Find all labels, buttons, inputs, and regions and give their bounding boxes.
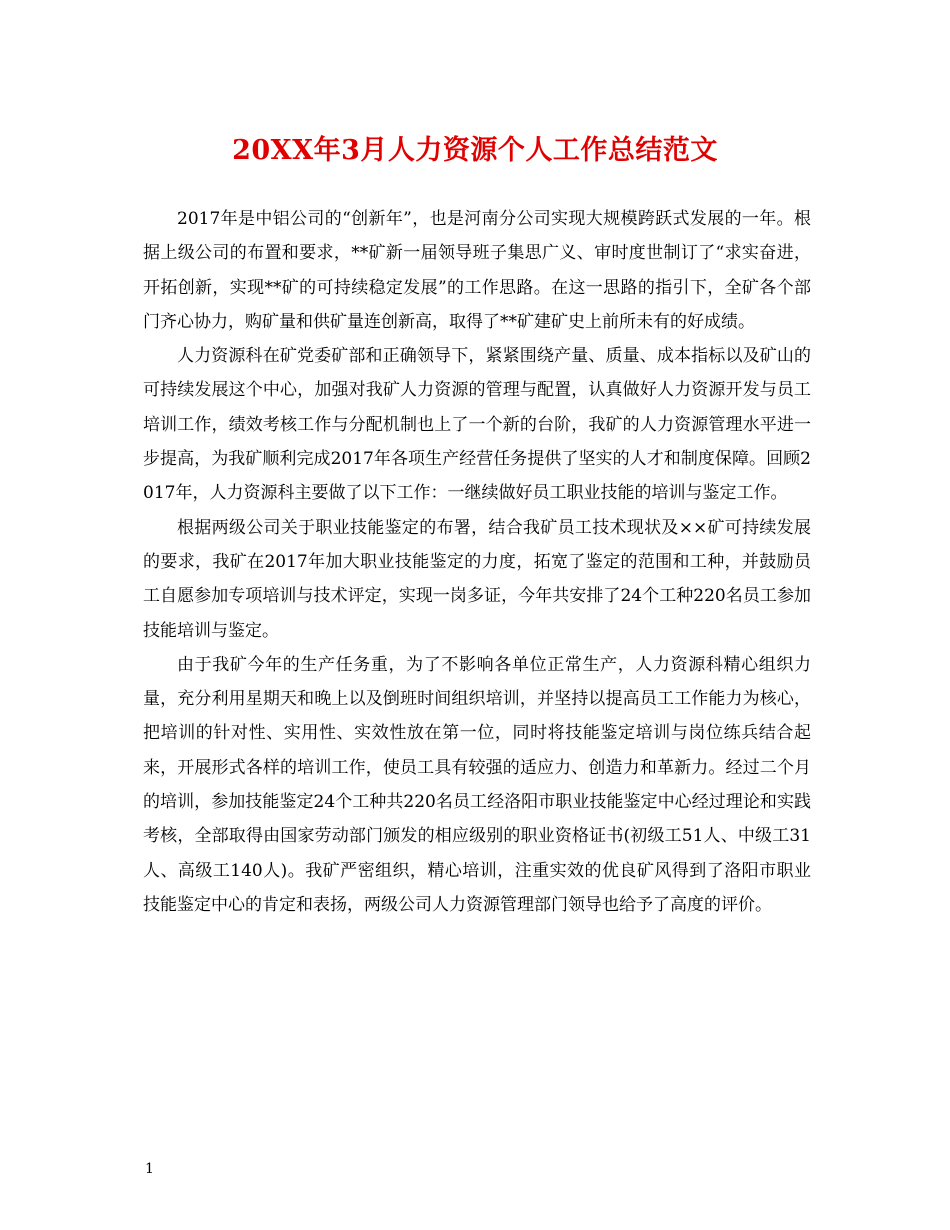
- page-number: 1: [145, 1161, 154, 1177]
- paragraph: 人力资源科在矿党委矿部和正确领导下，紧紧围绕产量、质量、成本指标以及矿山的可持续发展这个中心，加强对我矿人力资源的管理与配置，认真做好人力资源开发与员工培训工作，绩效考核工作与分配机制也上了一个新的台阶，我矿的人力资源管理水平进一步提高，为我矿顺利完成2017年各项生产经营任务提供了坚实的人才和制度保障。回顾2017年，人力资源科主要做了以下工作：一继续做好员工职业技能的培训与鉴定工作。: [143, 346, 811, 504]
- paragraph: 根据两级公司关于职业技能鉴定的布署，结合我矿员工技术现状及××矿可持续发展的要求，我矿在2017年加大职业技能鉴定的力度，拓宽了鉴定的范围和工种，并鼓励员工自愿参加专项培训与技术评定，实现一岗多证，今年共安排了24个工种220名员工参加技能培训与鉴定。: [143, 517, 811, 641]
- document-body: [143, 202, 811, 922]
- document-title: 20XX年3月人力资源个人工作总结范文: [232, 135, 718, 166]
- paragraph: 2017年是中铝公司的“创新年”，也是河南分公司实现大规模跨跃式发展的一年。根据上级公司的布置和要求，**矿新一届领导班子集思广义、审时度世制订了“求实奋进，开拓创新，实现**矿的可持续稳定发展”的工作思路。在这一思路的指引下，全矿各个部门齐心协力，购矿量和供矿量连创新高，取得了**矿建矿史上前所未有的好成绩。: [143, 209, 811, 332]
- paragraph: 由于我矿今年的生产任务重，为了不影响各单位正常生产，人力资源科精心组织力量，充分利用星期天和晚上以及倒班时间组织培训，并坚持以提高员工工作能力为核心，把培训的针对性、实用性、实效性放在第一位，同时将技能鉴定培训与岗位练兵结合起来，开展形式各样的培训工作，使员工具有较强的适应力、创造力和革新力。经过二个月的培训，参加技能鉴定24个工种共220名员工经洛阳市职业技能鉴定中心经过理论和实践考核，全部取得由国家劳动部门颁发的相应级别的职业资格证书(初级工51人、中级工31人、高级工140人)。我矿严密组织，精心培训，注重实效的优良矿风得到了洛阳市职业技能鉴定中心的肯定和表扬，两级公司人力资源管理部门领导也给予了高度的评价。: [143, 654, 811, 915]
